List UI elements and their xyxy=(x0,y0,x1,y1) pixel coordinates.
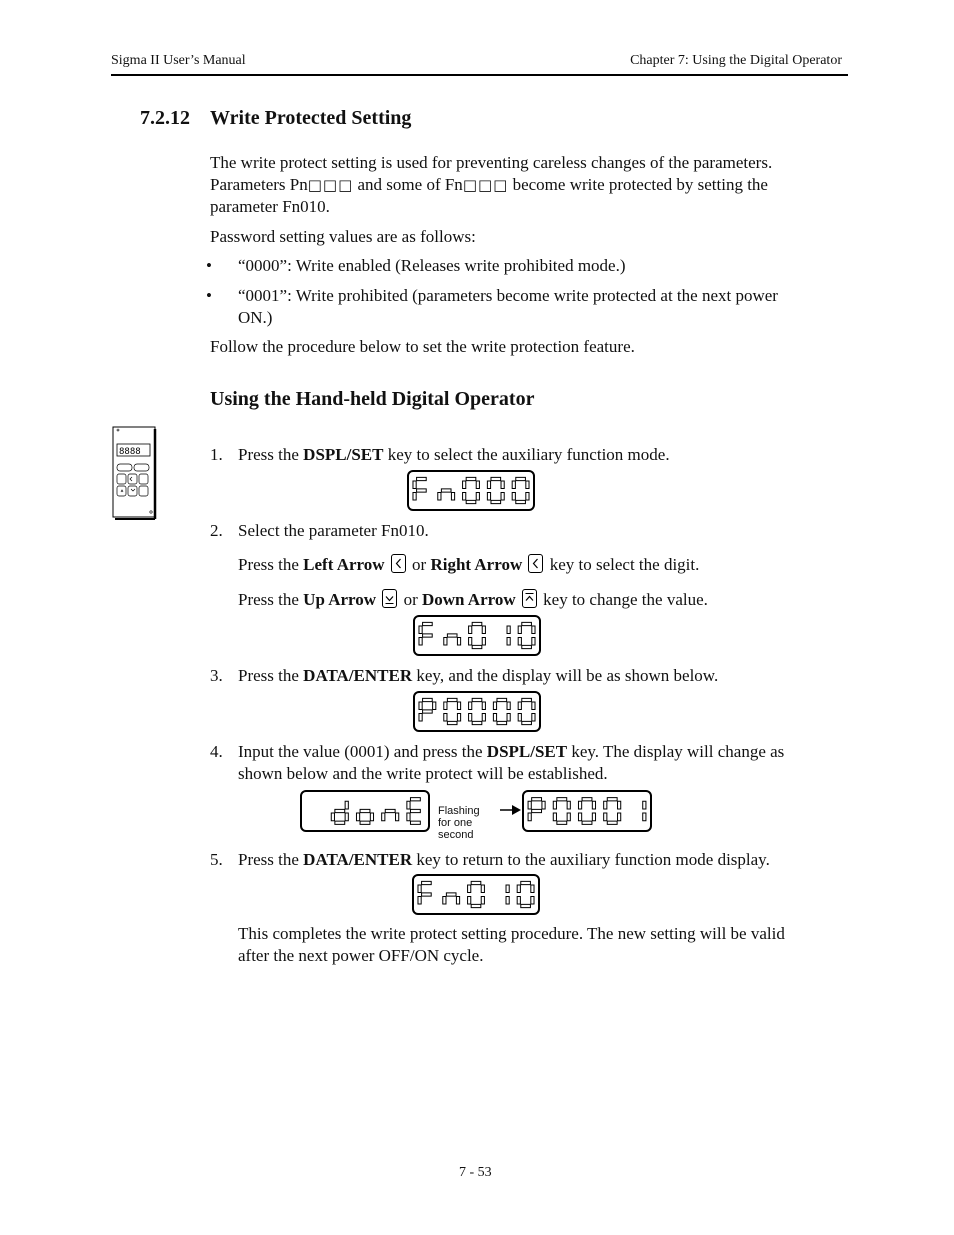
step-1-text: Press the DSPL/SET key to select the auxiliary function mode. xyxy=(238,445,670,464)
display-segment xyxy=(592,801,595,809)
display-segment xyxy=(422,893,432,896)
display-segment xyxy=(444,638,447,645)
display-segment xyxy=(463,481,466,488)
display-segment xyxy=(469,714,472,721)
display-segment xyxy=(360,809,370,812)
section-number: 7.2.12 xyxy=(140,107,190,129)
display-segment xyxy=(463,493,466,500)
display-segment xyxy=(481,885,484,892)
display-segment xyxy=(497,698,507,701)
display-segment xyxy=(567,813,570,821)
down-arrow-key-icon xyxy=(522,589,537,608)
display-segment xyxy=(335,821,345,824)
display-segment xyxy=(469,626,472,633)
display-segment xyxy=(441,489,451,492)
display-segment xyxy=(457,714,460,721)
display-segment xyxy=(487,481,490,488)
display-segment xyxy=(532,626,535,633)
display-segment xyxy=(491,500,501,503)
display-segment xyxy=(542,801,545,809)
step-number: 2. xyxy=(210,521,223,540)
display-segment xyxy=(468,885,471,892)
closing-paragraph: This completes the write protect setting procedure. The new setting will be valid after the next power OFF/ON cycle. xyxy=(238,924,785,965)
step-2-arrow-up-down: Press the Up Arrow or Down Arrow key to change the value. xyxy=(238,590,708,609)
placeholder-boxes: □□□ xyxy=(462,176,509,194)
step-number: 5. xyxy=(210,850,223,869)
display-segment xyxy=(507,638,510,645)
page-number: 7 - 53 xyxy=(459,1165,492,1180)
display-segment xyxy=(469,638,472,645)
step-number: 3. xyxy=(210,666,223,685)
display-segment xyxy=(604,813,607,821)
display-segment xyxy=(507,626,510,633)
display-segment xyxy=(466,500,476,503)
intro-line-3: parameter Fn010. xyxy=(210,197,330,216)
display-segment xyxy=(518,714,521,721)
display-segment xyxy=(643,813,646,821)
display-segment xyxy=(493,714,496,721)
intro-paragraph xyxy=(210,152,850,218)
display-segment xyxy=(433,702,436,709)
display-segment xyxy=(518,702,521,709)
display-segment xyxy=(482,638,485,645)
display-segment xyxy=(469,702,472,709)
display-segment xyxy=(356,813,359,821)
display-segment xyxy=(482,702,485,709)
display-segment xyxy=(447,721,457,724)
step-2-arrow-left-right: Press the Left Arrow or Right Arrow key to select the digit. xyxy=(238,555,700,574)
display-segment xyxy=(423,634,433,637)
display-segment xyxy=(516,500,526,503)
display-segment xyxy=(578,813,581,821)
display-segment xyxy=(553,813,556,821)
display-segment xyxy=(451,493,454,500)
intro-line-2: Parameters Pn□□□ and some of Fn□□□ become write protected by setting the xyxy=(210,175,768,194)
display-segment xyxy=(482,626,485,633)
display-fn010 xyxy=(413,615,541,656)
display-segment xyxy=(417,477,427,480)
display-segment xyxy=(419,626,422,633)
display-segment xyxy=(410,821,420,824)
subsection-title: Using the Hand-held Digital Operator xyxy=(210,388,535,410)
display-segment xyxy=(345,801,348,809)
display-segment xyxy=(528,801,531,809)
display-segment xyxy=(526,481,529,488)
display-segment xyxy=(447,698,457,701)
display-segment xyxy=(507,714,510,721)
placeholder-boxes: □□□ xyxy=(307,176,354,194)
svg-text:8888: 8888 xyxy=(119,447,141,457)
display-segment xyxy=(345,813,348,821)
display-segment xyxy=(521,904,531,907)
dspl-set-key-label: DSPL/SET xyxy=(486,742,568,761)
left-arrow-key-icon xyxy=(391,554,406,573)
display-segment xyxy=(522,645,532,648)
display-segment xyxy=(410,798,420,801)
display-segment xyxy=(331,813,334,821)
display-segment xyxy=(528,813,531,821)
display-segment xyxy=(476,481,479,488)
display-segment xyxy=(487,493,490,500)
step-number: 4. xyxy=(210,742,223,761)
display-fn000 xyxy=(407,470,535,511)
step-4-text: Input the value (0001) and press the DSPL/SET key. The display will change as shown below and the write protect will be established. xyxy=(238,742,785,783)
right-arrow-key-icon xyxy=(528,554,543,573)
display-segment xyxy=(522,622,532,625)
display-p0001 xyxy=(522,790,652,832)
display-segment xyxy=(506,897,509,904)
display-segment xyxy=(476,493,479,500)
display-segment xyxy=(532,638,535,645)
header-rule xyxy=(111,74,848,76)
display-segment xyxy=(512,493,515,500)
display-segment xyxy=(443,897,446,904)
display-segment xyxy=(413,481,416,488)
display-segment xyxy=(407,813,410,821)
display-segment xyxy=(512,481,515,488)
display-p0000 xyxy=(413,691,541,732)
display-segment xyxy=(419,702,422,709)
intro-line-1: The write protect setting is used for preventing careless changes of the parameters. xyxy=(210,153,773,172)
display-segment xyxy=(607,798,617,801)
display-segment xyxy=(447,634,457,637)
display-segment xyxy=(468,897,471,904)
display-segment xyxy=(532,809,542,812)
step-2-text: Select the parameter Fn010. xyxy=(238,521,429,540)
display-segment xyxy=(382,813,385,821)
display-segment xyxy=(491,477,501,480)
flashing-note: Flashing for one second xyxy=(438,805,480,841)
display-fn010-final xyxy=(412,874,540,915)
display-segment xyxy=(518,626,521,633)
display-segment xyxy=(419,638,422,645)
display-segment xyxy=(419,714,422,721)
display-done xyxy=(300,790,430,832)
bullet-symbol: • xyxy=(206,256,212,275)
dspl-set-key-label: DSPL/SET xyxy=(303,445,384,464)
display-segment xyxy=(604,801,607,809)
display-segment xyxy=(407,801,410,809)
display-segment xyxy=(557,798,567,801)
display-segment xyxy=(517,885,520,892)
display-segment xyxy=(417,489,427,492)
display-segment xyxy=(410,809,420,812)
follow-text: Follow the procedure below to set the write protection feature. xyxy=(210,337,635,356)
display-segment xyxy=(360,821,370,824)
display-segment xyxy=(396,813,399,821)
display-segment xyxy=(423,622,433,625)
display-segment xyxy=(423,710,433,713)
display-segment xyxy=(582,798,592,801)
display-segment xyxy=(444,702,447,709)
display-segment xyxy=(506,885,509,892)
display-segment xyxy=(457,638,460,645)
display-segment xyxy=(493,702,496,709)
display-segment xyxy=(335,809,345,812)
display-segment xyxy=(472,698,482,701)
display-segment xyxy=(444,714,447,721)
section-title: Write Protected Setting xyxy=(210,107,412,129)
display-segment xyxy=(422,881,432,884)
display-segment xyxy=(472,622,482,625)
display-segment xyxy=(370,813,373,821)
display-segment xyxy=(531,897,534,904)
data-enter-key-label: DATA/ENTER xyxy=(303,666,413,685)
step-5-text: Press the DATA/ENTER key to return to the auxiliary function mode display. xyxy=(238,850,770,869)
display-segment xyxy=(618,801,621,809)
display-segment xyxy=(517,897,520,904)
display-segment xyxy=(518,638,521,645)
display-segment xyxy=(472,645,482,648)
display-segment xyxy=(592,813,595,821)
bullet-item-2: “0001”: Write prohibited (parameters become write protected at the next power ON.) xyxy=(238,286,778,327)
display-segment xyxy=(413,493,416,500)
display-segment xyxy=(501,493,504,500)
display-segment xyxy=(471,881,481,884)
display-segment xyxy=(497,721,507,724)
display-segment xyxy=(482,714,485,721)
display-segment xyxy=(531,885,534,892)
bullet-item-1: “0000”: Write enabled (Releases write prohibited mode.) xyxy=(238,256,626,275)
display-segment xyxy=(578,801,581,809)
display-segment xyxy=(618,813,621,821)
display-segment xyxy=(418,885,421,892)
display-segment xyxy=(501,481,504,488)
display-segment xyxy=(472,721,482,724)
password-intro: Password setting values are as follows: xyxy=(210,227,476,246)
display-segment xyxy=(481,897,484,904)
display-segment xyxy=(418,897,421,904)
display-segment xyxy=(385,809,395,812)
running-header-right: Chapter 7: Using the Digital Operator xyxy=(630,53,842,68)
display-segment xyxy=(553,801,556,809)
step-3-text: Press the DATA/ENTER key, and the display will be as shown below. xyxy=(238,666,719,685)
display-segment xyxy=(532,702,535,709)
display-segment xyxy=(516,477,526,480)
display-segment xyxy=(643,801,646,809)
display-segment xyxy=(507,702,510,709)
display-segment xyxy=(471,904,481,907)
running-header-left: Sigma II User’s Manual xyxy=(111,53,246,68)
bullet-symbol: • xyxy=(206,286,212,305)
display-segment xyxy=(438,493,441,500)
data-enter-key-label: DATA/ENTER xyxy=(303,850,413,869)
handheld-operator-icon xyxy=(111,426,159,525)
display-segment xyxy=(582,821,592,824)
display-segment xyxy=(532,798,542,801)
display-segment xyxy=(466,477,476,480)
step-number: 1. xyxy=(210,445,223,464)
display-segment xyxy=(522,698,532,701)
display-segment xyxy=(532,714,535,721)
display-segment xyxy=(423,698,433,701)
arrow-right-icon xyxy=(500,803,522,821)
display-segment xyxy=(557,821,567,824)
display-segment xyxy=(522,721,532,724)
display-segment xyxy=(567,801,570,809)
display-segment xyxy=(526,493,529,500)
display-segment xyxy=(446,893,456,896)
display-segment xyxy=(456,897,459,904)
display-segment xyxy=(457,702,460,709)
display-segment xyxy=(521,881,531,884)
display-segment xyxy=(607,821,617,824)
up-arrow-key-icon xyxy=(382,589,397,608)
